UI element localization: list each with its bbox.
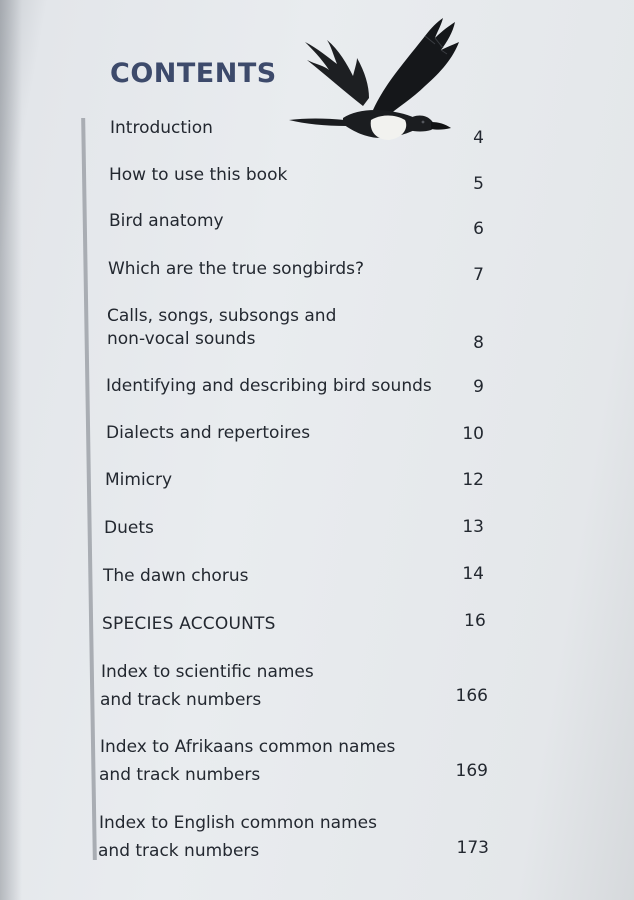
toc-entry-label-line-1: Index to scientific names bbox=[101, 662, 314, 682]
toc-entry-page: 13 bbox=[462, 517, 484, 537]
toc-entry-page: 10 bbox=[462, 424, 484, 444]
toc-entry-label: Introduction bbox=[110, 118, 213, 138]
page-gutter-shadow bbox=[0, 0, 22, 900]
toc-entry-label: Mimicry bbox=[105, 470, 173, 490]
toc-entry-label-line-1: Index to Afrikaans common names bbox=[100, 737, 396, 757]
toc-entry-label: Bird anatomy bbox=[109, 211, 224, 231]
toc-entry-page: 14 bbox=[462, 564, 484, 584]
toc-entry-label: Duets bbox=[104, 518, 154, 538]
toc-entry-label: How to use this book bbox=[109, 165, 288, 185]
toc-entry-label: Identifying and describing bird sounds bbox=[106, 376, 432, 396]
toc-entry-label-line-2: non-vocal sounds bbox=[107, 329, 256, 349]
toc-entry-page: 7 bbox=[473, 265, 484, 285]
toc-entry-page: 5 bbox=[473, 174, 484, 194]
toc-entry-page: 6 bbox=[473, 219, 484, 239]
toc-entry-page: 4 bbox=[473, 128, 484, 148]
toc-entry-page: 9 bbox=[473, 377, 484, 397]
toc-entry-label-line-2: and track numbers bbox=[99, 765, 261, 785]
toc-entry-label-line-1: Calls, songs, subsongs and bbox=[107, 306, 337, 326]
toc-entry-label: Dialects and repertoires bbox=[106, 423, 311, 443]
toc-entry-page: 166 bbox=[455, 686, 488, 706]
toc-entry-page: 173 bbox=[456, 838, 489, 858]
contents-heading: CONTENTS bbox=[110, 58, 277, 89]
toc-entry-page: 16 bbox=[463, 611, 486, 631]
toc-entry-label-line-2: and track numbers bbox=[98, 841, 260, 861]
toc-entry-label: The dawn chorus bbox=[103, 566, 249, 586]
toc-entry-label: SPECIES ACCOUNTS bbox=[102, 614, 276, 634]
toc-entry-page: 8 bbox=[473, 333, 484, 353]
toc-entry-page: 12 bbox=[462, 470, 484, 490]
vertical-rule bbox=[81, 118, 97, 860]
toc-entry-page: 169 bbox=[455, 761, 488, 781]
toc-entry-label-line-2: and track numbers bbox=[100, 690, 262, 710]
toc-entry-label: Which are the true songbirds? bbox=[108, 259, 365, 279]
toc-entry-label-line-1: Index to English common names bbox=[99, 813, 377, 833]
